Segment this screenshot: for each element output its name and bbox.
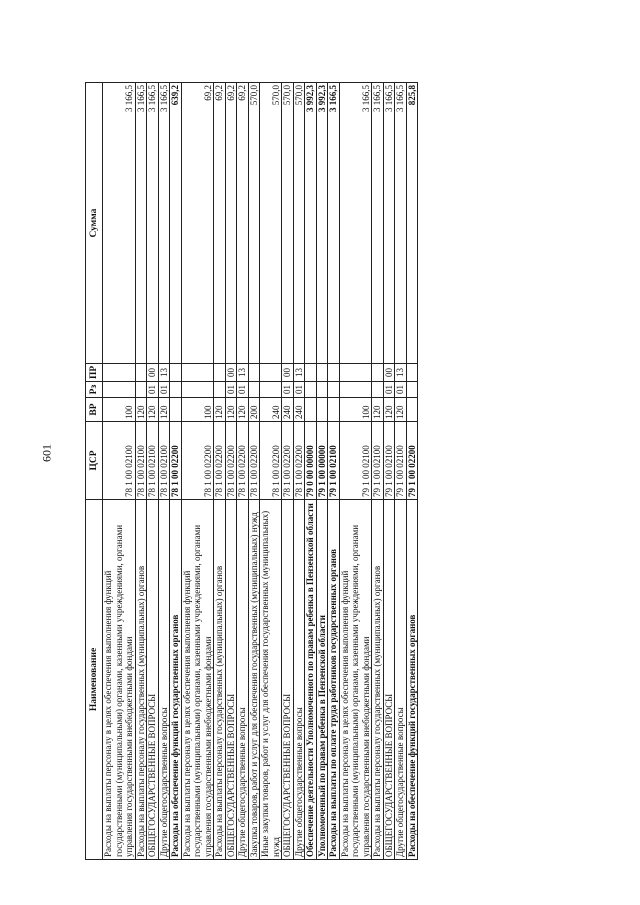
cell-sum: 3 166,5 bbox=[147, 83, 159, 364]
cell-rz bbox=[214, 382, 226, 398]
cell-name: Другие общегосударственные вопросы bbox=[158, 500, 170, 860]
table-row bbox=[147, 83, 159, 860]
cell-vr bbox=[170, 398, 182, 422]
cell-sum: 3 166,5 bbox=[395, 83, 407, 364]
table-row bbox=[293, 83, 305, 860]
cell-pr: 13 bbox=[395, 364, 407, 382]
cell-vr: 240 bbox=[282, 398, 294, 422]
cell-sum: 3 166,5 bbox=[339, 83, 372, 364]
cell-pr bbox=[316, 364, 328, 382]
cell-vr: 120 bbox=[237, 398, 249, 422]
cell-vr: 120 bbox=[372, 398, 384, 422]
cell-rz bbox=[181, 382, 214, 398]
cell-csr: 78 1 00 02200 bbox=[214, 422, 226, 500]
cell-csr: 78 1 00 02200 bbox=[260, 422, 282, 500]
cell-csr: 78 1 00 02200 bbox=[225, 422, 237, 500]
cell-rz bbox=[170, 382, 182, 398]
cell-pr bbox=[170, 364, 182, 382]
cell-sum: 69,2 bbox=[237, 83, 249, 364]
cell-vr bbox=[305, 398, 317, 422]
cell-pr bbox=[214, 364, 226, 382]
header-pr: ПР bbox=[86, 364, 103, 382]
page-number: 601 bbox=[39, 444, 54, 462]
cell-sum: 570,0 bbox=[282, 83, 294, 364]
table-row bbox=[305, 83, 317, 860]
cell-vr: 120 bbox=[225, 398, 237, 422]
table-row bbox=[328, 83, 340, 860]
table-body bbox=[103, 83, 418, 860]
header-name: Наименование bbox=[86, 500, 103, 860]
cell-vr: 100 bbox=[181, 398, 214, 422]
cell-vr: 120 bbox=[383, 398, 395, 422]
budget-table bbox=[85, 82, 418, 860]
table-row bbox=[383, 83, 395, 860]
cell-name: Другие общегосударственные вопросы bbox=[395, 500, 407, 860]
cell-rz: 01 bbox=[237, 382, 249, 398]
cell-csr: 78 1 00 02200 bbox=[293, 422, 305, 500]
table-header-row bbox=[86, 83, 103, 860]
cell-sum: 3 166,5 bbox=[158, 83, 170, 364]
cell-rz: 01 bbox=[147, 382, 159, 398]
cell-rz: 01 bbox=[293, 382, 305, 398]
table-row bbox=[316, 83, 328, 860]
cell-sum: 570,0 bbox=[293, 83, 305, 364]
cell-pr: 00 bbox=[282, 364, 294, 382]
cell-vr: 200 bbox=[248, 398, 260, 422]
cell-pr bbox=[248, 364, 260, 382]
cell-pr: 13 bbox=[237, 364, 249, 382]
cell-vr bbox=[328, 398, 340, 422]
cell-sum: 69,2 bbox=[181, 83, 214, 364]
cell-sum: 3 166,5 bbox=[103, 83, 136, 364]
cell-csr: 79 1 00 02200 bbox=[406, 422, 418, 500]
cell-csr: 78 1 00 02100 bbox=[135, 422, 147, 500]
header-csr: ЦСР bbox=[86, 422, 103, 500]
table-row bbox=[135, 83, 147, 860]
cell-sum: 3 166,5 bbox=[383, 83, 395, 364]
cell-pr bbox=[372, 364, 384, 382]
cell-vr: 120 bbox=[214, 398, 226, 422]
cell-pr bbox=[305, 364, 317, 382]
cell-pr: 00 bbox=[383, 364, 395, 382]
table-row bbox=[158, 83, 170, 860]
cell-vr: 120 bbox=[158, 398, 170, 422]
cell-sum: 3 992,3 bbox=[316, 83, 328, 364]
cell-name: ОБЩЕГОСУДАРСТВЕННЫЕ ВОПРОСЫ bbox=[282, 500, 294, 860]
cell-name: Расходы на выплаты персоналу в целях обеспечения выполнения функций государственными (муниципальными) органами, казенными учреждениями, органами управления государственными внебюджетными фондами bbox=[339, 500, 372, 860]
cell-pr bbox=[181, 364, 214, 382]
cell-name: Расходы на выплаты персоналу в целях обеспечения выполнения функций государственными (муниципальными) органами, казенными учреждениями, органами управления государственными внебюджетными фондами bbox=[181, 500, 214, 860]
cell-rz: 01 bbox=[383, 382, 395, 398]
cell-csr: 79 1 00 02100 bbox=[383, 422, 395, 500]
cell-name: Расходы на обеспечение функций государственных органов bbox=[170, 500, 182, 860]
cell-sum: 639,2 bbox=[170, 83, 182, 364]
cell-name: Расходы на выплаты по оплате труда работников государственных органов bbox=[328, 500, 340, 860]
cell-pr bbox=[328, 364, 340, 382]
header-sum: Сумма bbox=[86, 83, 103, 364]
cell-csr: 79 1 00 02100 bbox=[328, 422, 340, 500]
cell-name: ОБЩЕГОСУДАРСТВЕННЫЕ ВОПРОСЫ bbox=[147, 500, 159, 860]
cell-csr: 79 0 00 00000 bbox=[305, 422, 317, 500]
cell-vr: 100 bbox=[339, 398, 372, 422]
cell-name: Закупка товаров, работ и услуг для обеспечения государственных (муниципальных) нужд bbox=[248, 500, 260, 860]
cell-name: Расходы на выплаты персоналу в целях обеспечения выполнения функций государственными (муниципальными) органами, казенными учреждениями, органами управления государственными внебюджетными фондами bbox=[103, 500, 136, 860]
cell-name: Расходы на выплаты персоналу государственных (муниципальных) органов bbox=[214, 500, 226, 860]
cell-name: Другие общегосударственные вопросы bbox=[293, 500, 305, 860]
cell-csr: 79 1 00 00000 bbox=[316, 422, 328, 500]
cell-pr bbox=[135, 364, 147, 382]
cell-pr bbox=[339, 364, 372, 382]
cell-rz bbox=[372, 382, 384, 398]
header-vr: ВР bbox=[86, 398, 103, 422]
table-row bbox=[282, 83, 294, 860]
table-row bbox=[248, 83, 260, 860]
cell-sum: 825,8 bbox=[406, 83, 418, 364]
table-row bbox=[395, 83, 407, 860]
cell-rz bbox=[406, 382, 418, 398]
cell-rz: 01 bbox=[282, 382, 294, 398]
cell-rz: 01 bbox=[225, 382, 237, 398]
cell-sum: 570,0 bbox=[260, 83, 282, 364]
cell-vr: 120 bbox=[135, 398, 147, 422]
cell-vr: 100 bbox=[103, 398, 136, 422]
cell-csr: 78 1 00 02100 bbox=[147, 422, 159, 500]
cell-name: ОБЩЕГОСУДАРСТВЕННЫЕ ВОПРОСЫ bbox=[383, 500, 395, 860]
cell-rz bbox=[103, 382, 136, 398]
cell-rz bbox=[316, 382, 328, 398]
cell-name: Уполномоченный по правам ребенка в Пензенской области bbox=[316, 500, 328, 860]
cell-name: Другие общегосударственные вопросы bbox=[237, 500, 249, 860]
header-rz: Рз bbox=[86, 382, 103, 398]
cell-sum: 3 992,3 bbox=[305, 83, 317, 364]
cell-rz bbox=[339, 382, 372, 398]
cell-csr: 79 1 00 02100 bbox=[395, 422, 407, 500]
cell-pr: 00 bbox=[147, 364, 159, 382]
table-row bbox=[372, 83, 384, 860]
cell-sum: 3 166,5 bbox=[372, 83, 384, 364]
cell-name: Расходы на выплаты персоналу государственных (муниципальных) органов bbox=[372, 500, 384, 860]
cell-name: Обеспечение деятельности Уполномоченного по правам ребенка в Пензенской области bbox=[305, 500, 317, 860]
cell-sum: 3 166,5 bbox=[135, 83, 147, 364]
cell-vr: 240 bbox=[293, 398, 305, 422]
table-row bbox=[237, 83, 249, 860]
cell-vr: 240 bbox=[260, 398, 282, 422]
table-row bbox=[339, 83, 372, 860]
cell-name: ОБЩЕГОСУДАРСТВЕННЫЕ ВОПРОСЫ bbox=[225, 500, 237, 860]
cell-rz bbox=[248, 382, 260, 398]
cell-rz: 01 bbox=[158, 382, 170, 398]
cell-csr: 78 1 00 02200 bbox=[282, 422, 294, 500]
table-row bbox=[214, 83, 226, 860]
cell-rz bbox=[305, 382, 317, 398]
cell-pr: 13 bbox=[158, 364, 170, 382]
cell-name: Расходы на обеспечение функций государственных органов bbox=[406, 500, 418, 860]
cell-rz bbox=[328, 382, 340, 398]
cell-csr: 78 1 00 02200 bbox=[248, 422, 260, 500]
cell-csr: 79 1 00 02100 bbox=[339, 422, 372, 500]
cell-vr: 120 bbox=[395, 398, 407, 422]
cell-vr bbox=[406, 398, 418, 422]
cell-vr: 120 bbox=[147, 398, 159, 422]
cell-csr: 78 1 00 02200 bbox=[237, 422, 249, 500]
cell-sum: 69,2 bbox=[214, 83, 226, 364]
table-row bbox=[225, 83, 237, 860]
cell-name: Иные закупки товаров, работ и услуг для обеспечения государственных (муниципальных) нужд bbox=[260, 500, 282, 860]
cell-rz bbox=[135, 382, 147, 398]
cell-name: Расходы на выплаты персоналу государственных (муниципальных) органов bbox=[135, 500, 147, 860]
cell-vr bbox=[316, 398, 328, 422]
cell-rz: 01 bbox=[395, 382, 407, 398]
cell-pr bbox=[103, 364, 136, 382]
cell-csr: 78 1 00 02100 bbox=[103, 422, 136, 500]
cell-pr bbox=[406, 364, 418, 382]
table-row bbox=[406, 83, 418, 860]
cell-sum: 570,0 bbox=[248, 83, 260, 364]
cell-pr: 00 bbox=[225, 364, 237, 382]
cell-csr: 78 1 00 02200 bbox=[181, 422, 214, 500]
table-row bbox=[260, 83, 282, 860]
table-row bbox=[170, 83, 182, 860]
cell-sum: 69,2 bbox=[225, 83, 237, 364]
cell-csr: 79 1 00 02100 bbox=[372, 422, 384, 500]
cell-sum: 3 166,5 bbox=[328, 83, 340, 364]
cell-rz bbox=[260, 382, 282, 398]
table-row bbox=[103, 83, 136, 860]
cell-csr: 78 1 00 02200 bbox=[170, 422, 182, 500]
cell-pr: 13 bbox=[293, 364, 305, 382]
budget-table-container bbox=[85, 82, 535, 860]
cell-pr bbox=[260, 364, 282, 382]
cell-csr: 78 1 00 02100 bbox=[158, 422, 170, 500]
table-row bbox=[181, 83, 214, 860]
